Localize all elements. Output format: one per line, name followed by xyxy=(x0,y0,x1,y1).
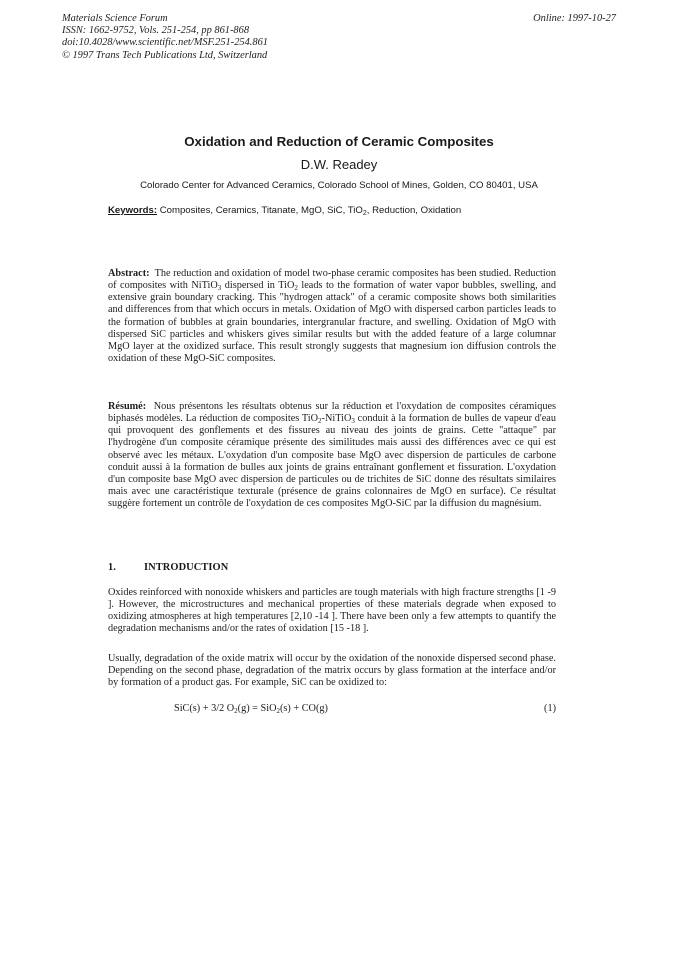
copyright-line: © 1997 Trans Tech Publications Ltd, Switzerland xyxy=(62,49,268,61)
equation-1 xyxy=(174,703,556,714)
journal-header xyxy=(62,13,616,62)
equation-text: SiC(s) + 3/2 $O_2(g) = SiO_2(s) + CO(g)$ xyxy=(174,703,328,715)
section-title: INTRODUCTION xyxy=(144,562,229,573)
abstract-label: Abstract: xyxy=(108,268,150,279)
resume-paragraph: Résumé: Nous présentons les résultats obtenus sur la réduction et l'oxydation de composites céramiques biphasés modèles. La réduction de composites TiO$_2$-NiTiO$_3$ conduit à la formation de bulles de vapeur d'eau qui provoquent des gonflements et des fissures au niveau des joints de grains. Cette "attaque" par l'hydrogène d'un composite céramique présente des similitudes mais aussi des différences avec ce qui est observé avec les métaux. L'oxydation d'un composite base MgO avec dispersion de particules de carbone conduit aussi à la formation de bulles aux joints de grains entraînant gonflement et fissuration. L'oxydation d'un composite base MgO avec dispersion de particules ou de trichites de SiC donne des résultats similaires mais avec une caractéristique texturale (présence de grains colonnaires de MgO en surface). Ce résultat suggère fortement un contrôle de l'oxydation de ces composites MgO-SiC par la diffusion du magnésium. xyxy=(108,401,557,510)
author-name: D.W. Readey xyxy=(300,157,378,172)
equation-number: (1) xyxy=(544,703,556,714)
paper-title: Oxidation and Reduction of Ceramic Composites xyxy=(184,134,494,149)
resume-label: Résumé: xyxy=(108,401,147,412)
keywords-line xyxy=(108,205,628,216)
issn-line: ISSN: 1662-9752, Vols. 251-254, pp 861-868 xyxy=(62,25,250,37)
intro-paragraph-2: Usually, degradation of the oxide matrix will occur by the oxidation of the nonoxide dispersed second phase. Depending on the second phase, degradation of the matrix occurs by glass formation at the interface and/or by formation of a product gas. For example, SiC can be oxidized to: xyxy=(108,653,556,689)
section-number: 1. xyxy=(108,562,116,573)
keywords-label: Keywords: xyxy=(108,205,158,216)
doi-line[interactable]: doi:10.4028/www.scientific.net/MSF.251-254.861 xyxy=(62,37,268,49)
abstract-paragraph: Abstract: The reduction and oxidation of model two-phase ceramic composites has been studied. Reduction of composites with NiTiO$_3$ dispersed in TiO$_2$ leads to the formation of water vapor bubbles, swelling, and extensive grain boundary cracking. This "hydrogen attack" of a ceramic composite shows both similarities and differences from that which occurs in metals. Oxidation of MgO with dispersed carbon particles leads to the formation of bubbles at grain boundaries, intergranular fracture, and swelling. Oxidation of MgO with dispersed SiC particles and whiskers gives similar results but with the added feature of a large columnar MgO layer at the oxidized surface. This result strongly suggests that magnesium ion diffusion controls the oxidation of these MgO-SiC composites. xyxy=(108,268,557,365)
journal-name: Materials Science Forum xyxy=(62,13,168,24)
author-affiliation: Colorado Center for Advanced Ceramics, Colorado School of Mines, Golden, CO 80401, USA xyxy=(140,180,538,191)
keywords-text: Composites, Ceramics, Titanate, MgO, SiC, TiO$_2$, Reduction, Oxidation xyxy=(159,205,462,217)
section-heading-introduction xyxy=(108,562,228,573)
online-date: Online: 1997-10-27 xyxy=(533,13,616,24)
intro-paragraph-1: Oxides reinforced with nonoxide whiskers and particles are tough materials with high fracture strengths [1 -9 ]. However, the microstructures and mechanical properties of these materials degrade when exposed to oxidizing atmospheres at high temperatures [2,10 -14 ]. There have been only a few attempts to quantify the degradation mechanisms and/or the rates of oxidation [15 -18 ]. xyxy=(108,587,556,635)
